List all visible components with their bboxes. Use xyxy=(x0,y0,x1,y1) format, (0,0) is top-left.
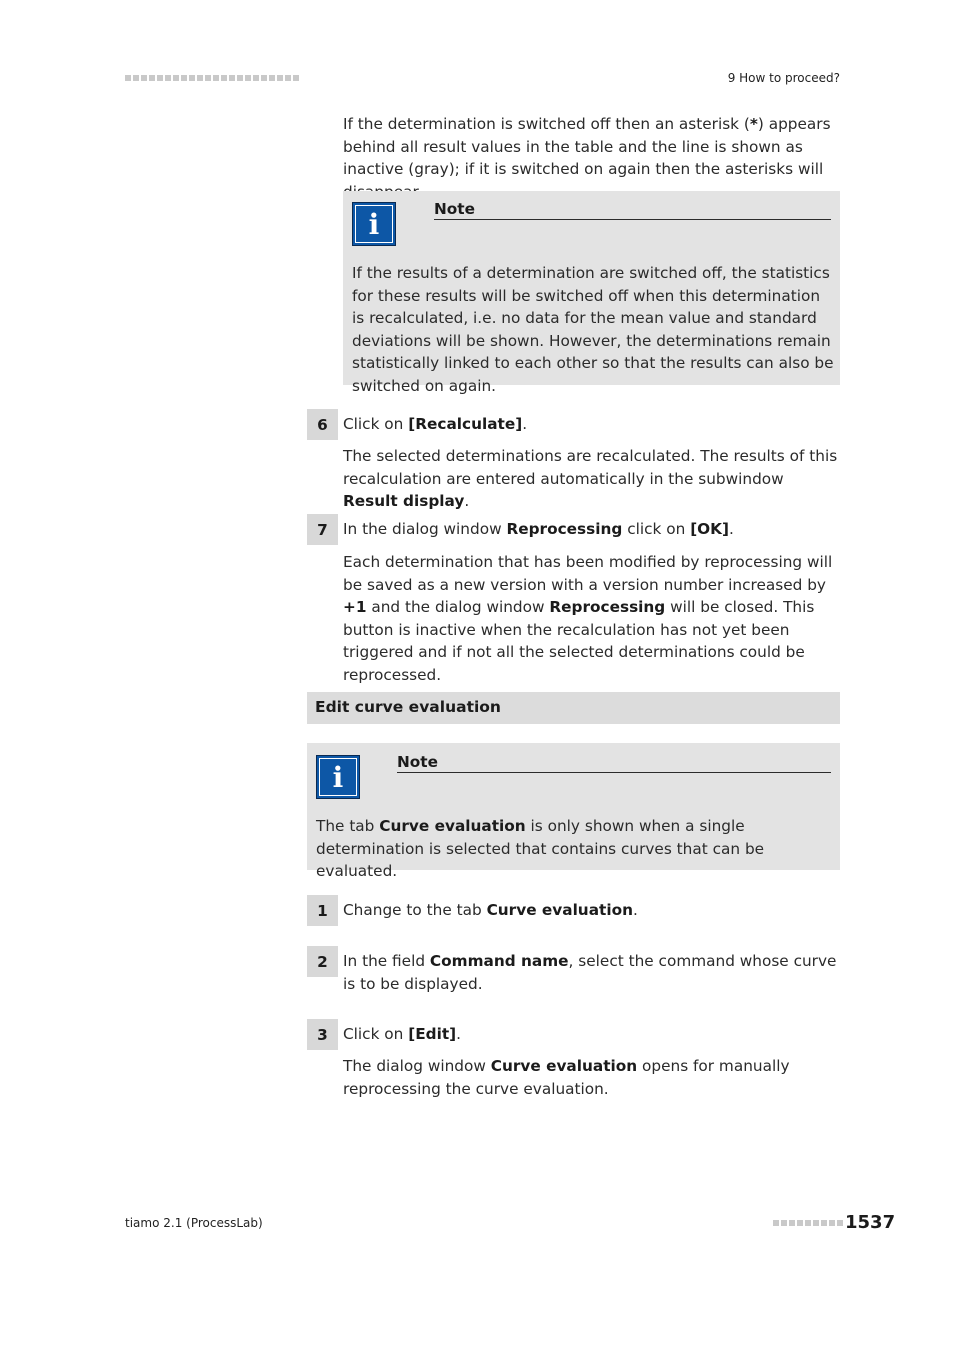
field-reference: Command name xyxy=(429,952,569,970)
page-number: 1537 xyxy=(845,1212,896,1233)
note-text: is only shown when a single determination is selected that contains curves that can be evaluated. xyxy=(316,817,765,880)
desc-text: The selected determinations are recalculated. The results of this recalculation are entered automatically in the subwindow xyxy=(343,447,838,488)
intro-text-2: ) appears behind all result values in the table and the line is shown as inactive (gray); if it is switched on again then the asterisks will xyxy=(343,115,831,178)
section-heading: Edit curve evaluation xyxy=(307,692,840,724)
note-body: If the results of a determination are switched off, the statistics for these results will be switched off when this determination is recalculated, i.e. no data for the mean value and standard deviations will be shown. However, the determinations remain statistically linked to each other so that the results can also be switched on again. xyxy=(352,264,834,395)
button-reference: [Recalculate] xyxy=(408,415,523,433)
note-box-1 xyxy=(343,191,840,395)
step-instruction xyxy=(343,518,841,541)
step-number: 3 xyxy=(307,1019,338,1050)
step-instruction xyxy=(343,413,841,436)
step-text: In the dialog window xyxy=(343,520,507,538)
intro-text-1: If the determination is switched off then an asterisk ( xyxy=(343,115,750,133)
note-body xyxy=(316,815,836,883)
step-text: In the field xyxy=(343,952,430,970)
step-number: 6 xyxy=(307,409,338,440)
step-description xyxy=(343,1055,841,1100)
step-text: Change to the tab xyxy=(343,901,487,919)
desc-text: and the dialog window xyxy=(366,598,550,616)
step-text: . xyxy=(729,520,734,538)
step-number: 7 xyxy=(307,514,338,545)
tab-reference: Curve evaluation xyxy=(379,817,526,835)
step-text: , select the command whose curve is to be displayed. xyxy=(343,952,837,993)
intro-paragraph xyxy=(343,113,841,203)
button-reference: [OK] xyxy=(690,520,730,538)
step-text: click on xyxy=(622,520,691,538)
step-instruction xyxy=(343,1023,841,1046)
step-instruction xyxy=(343,950,841,995)
info-icon: i xyxy=(316,755,360,799)
step-number: 2 xyxy=(307,946,338,977)
step-number: 1 xyxy=(307,895,338,926)
note-title: Note xyxy=(434,200,831,220)
desc-text: will be closed. This button is inactive when the recalculation has not yet been triggered and if not all the selected determinations could be reprocessed. xyxy=(343,598,815,684)
step-instruction xyxy=(343,899,841,922)
desc-text: opens for manually reprocessing the curve evaluation. xyxy=(343,1057,790,1098)
footer-decoration xyxy=(773,1220,843,1226)
footer-product: tiamo 2.1 (ProcessLab) xyxy=(125,1216,263,1230)
step-description xyxy=(343,551,841,686)
step-text: . xyxy=(522,415,528,433)
dialog-reference: Curve evaluation xyxy=(490,1057,638,1075)
step-text: . xyxy=(632,901,638,919)
step-description xyxy=(343,445,841,513)
dialog-reference: Reprocessing xyxy=(506,520,623,538)
header-section-title: 9 How to proceed? xyxy=(727,71,840,85)
step-text: Click on xyxy=(343,1025,409,1043)
version-increment: +1 xyxy=(343,598,367,616)
info-icon: i xyxy=(352,202,396,246)
dialog-reference: Reprocessing xyxy=(549,598,666,616)
note-text: The tab xyxy=(316,817,380,835)
desc-text: . xyxy=(464,492,470,510)
desc-text: Each determination that has been modified by reprocessing will be saved as a new version with a version number increased by xyxy=(343,553,833,594)
tab-reference: Curve evaluation xyxy=(486,901,633,919)
header-decoration xyxy=(125,75,299,81)
note-box-2 xyxy=(307,743,840,880)
subwindow-reference: Result display xyxy=(343,492,465,510)
note-title: Note xyxy=(397,753,831,773)
step-text: Click on xyxy=(343,415,409,433)
step-text: . xyxy=(456,1025,462,1043)
asterisk-symbol: * xyxy=(749,115,758,133)
desc-text: The dialog window xyxy=(343,1057,491,1075)
button-reference: [Edit] xyxy=(408,1025,457,1043)
